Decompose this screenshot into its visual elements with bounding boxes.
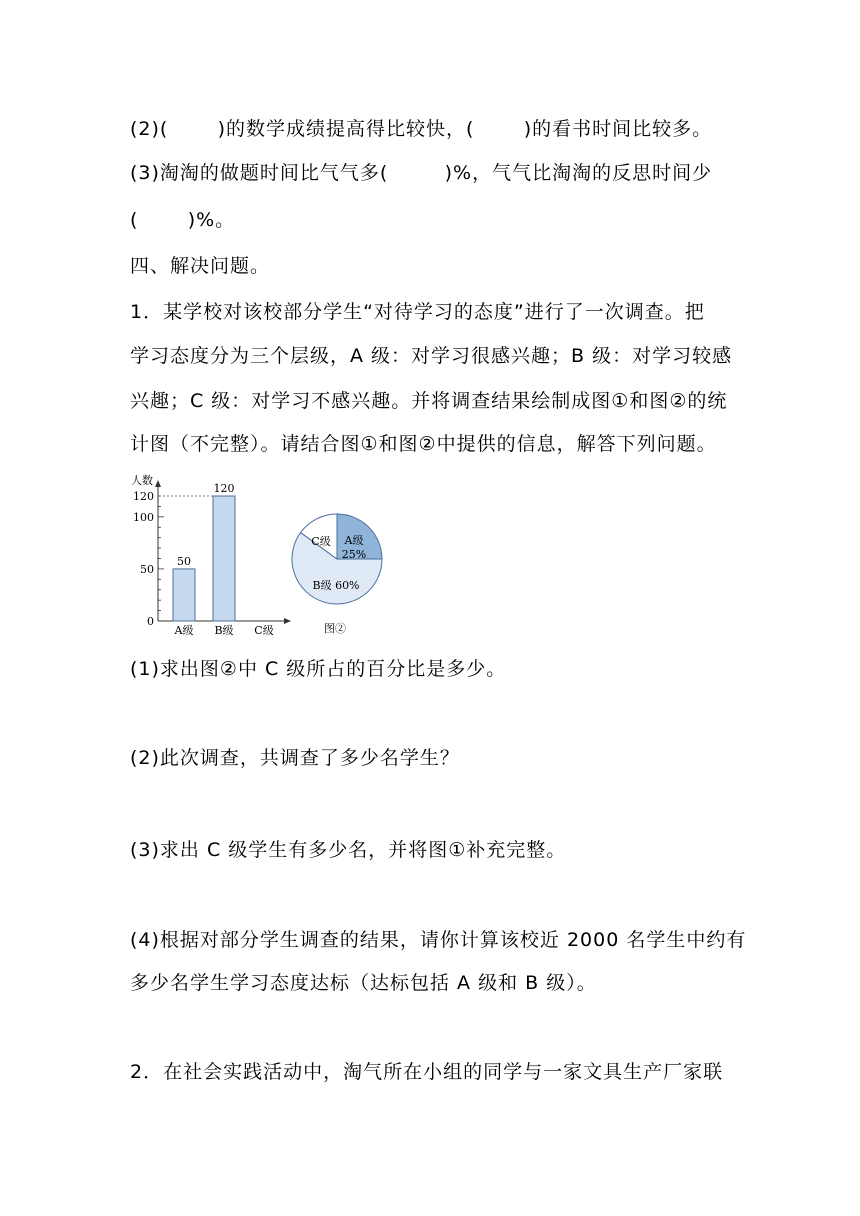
pie-chart [292, 514, 382, 635]
question-2: (2)此次调查，共调查了多少名学生？ [130, 747, 460, 769]
bar-value-label: 120 [213, 482, 235, 495]
pie-label-a: A级 [344, 534, 364, 547]
pie-label-c: C级 [311, 535, 331, 548]
pie-percent-a: 25% [341, 548, 367, 561]
category-label: C级 [254, 624, 274, 637]
bar-B级 [213, 496, 235, 621]
question-3: (3)求出 C 级学生有多少名，并将图①补充完整。 [130, 839, 567, 861]
bar-chart [131, 473, 291, 637]
text-line: (2)( )的数学成绩提高得比较快，( )的看书时间比较多。 [130, 118, 713, 140]
category-label: B级 [214, 624, 234, 637]
category-label: A级 [174, 624, 194, 637]
y-tick-label: 50 [140, 562, 154, 576]
text-line: 兴趣；C 级：对学习不感兴趣。并将调查结果绘制成图①和图②的统 [130, 390, 728, 412]
bar-value-label: 50 [177, 554, 191, 568]
text-line: 多少名学生学习态度达标（达标包括 A 级和 B 级）。 [130, 972, 597, 994]
text-line: 1．某学校对该校部分学生“对待学习的态度”进行了一次调查。把 [130, 301, 705, 323]
text-line: 学习态度分为三个层级，A 级：对学习很感兴趣；B 级：对学习较感 [130, 345, 733, 367]
text-line: ( )%。 [130, 209, 236, 231]
figures [128, 472, 428, 638]
y-tick-label: 120 [133, 490, 154, 503]
y-ticks [133, 490, 164, 628]
question-1: (1)求出图②中 C 级所占的百分比是多少。 [130, 658, 507, 680]
question-4: (4)根据对部分学生调查的结果，请你计算该校近 2000 名学生中约有 [130, 929, 747, 951]
y-axis-arrow [155, 480, 161, 487]
x-axis-arrow [284, 618, 291, 624]
bar-chart-ylabel: 人数 [131, 474, 153, 487]
problem-2-text: 2．在社会实践活动中，淘气所在小组的同学与一家文具生产厂家联 [130, 1061, 724, 1083]
section-heading: 四、解决问题。 [130, 255, 271, 277]
text-line: (3)淘淘的做题时间比气气多( )%，气气比淘淘的反思时间少 [130, 162, 713, 184]
y-tick-label: 0 [147, 615, 154, 628]
bars [173, 482, 274, 637]
figures-svg [128, 472, 428, 638]
pie-label-b: B级 60% [312, 579, 360, 592]
pie-caption: 图② [324, 622, 346, 635]
bar-A级 [173, 569, 195, 621]
pie-slices [292, 514, 382, 604]
text-line: 计图（不完整）。请结合图①和图②中提供的信息，解答下列问题。 [130, 433, 717, 455]
y-tick-label: 100 [133, 510, 154, 524]
